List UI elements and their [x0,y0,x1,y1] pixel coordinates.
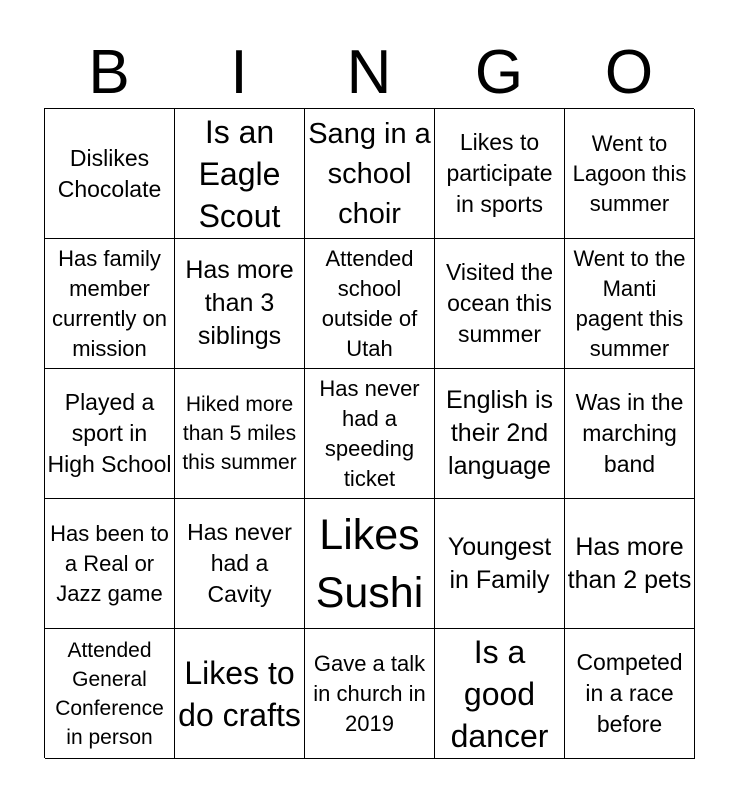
cell-text: Hiked more than 5 miles this summer [182,393,297,474]
bingo-cell[interactable] [175,629,305,759]
bingo-cell[interactable] [45,369,175,499]
bingo-cell[interactable] [305,109,435,239]
cell-text: Has never had a speeding ticket [319,375,420,491]
cell-text: Went to the Manti pagent this summer [573,245,686,361]
bingo-cell[interactable] [435,629,565,759]
header-letter-g: G [474,38,524,107]
bingo-cell[interactable] [435,369,565,499]
bingo-cell[interactable] [565,629,695,759]
bingo-cell[interactable] [305,239,435,369]
bingo-cell[interactable] [565,109,695,239]
cell-text: Gave a talk in church in 2019 [313,650,426,736]
cell-text: Has family member currently on mission [52,245,167,361]
bingo-header [44,40,694,106]
bingo-cell[interactable] [565,239,695,369]
cell-text: Likes Sushi [315,510,424,617]
bingo-cell[interactable] [305,499,435,629]
cell-text: Went to Lagoon this summer [572,130,687,216]
bingo-cell[interactable] [435,239,565,369]
bingo-cell[interactable] [175,239,305,369]
bingo-cell[interactable] [175,369,305,499]
bingo-cell[interactable] [45,499,175,629]
bingo-cell[interactable] [435,499,565,629]
cell-text: Likes to do crafts [178,654,301,733]
cell-text: Likes to participate in sports [446,129,553,217]
bingo-cell[interactable] [565,369,695,499]
header-letter-i: I [230,38,248,107]
bingo-cell[interactable] [45,629,175,759]
bingo-cell[interactable] [175,499,305,629]
cell-text: Sang in a school choir [308,117,431,230]
cell-text: Played a sport in High School [47,389,172,477]
cell-text: Was in the marching band [575,389,684,477]
cell-text: Attended school outside of Utah [321,245,418,361]
header-letter-b: B [88,38,130,107]
cell-text: Visited the ocean this summer [446,259,553,347]
cell-text: Has been to a Real or Jazz game [50,520,169,606]
cell-text: Youngest in Family [447,532,552,594]
bingo-cell[interactable] [565,499,695,629]
cell-text: Competed in a race before [576,649,683,737]
cell-text: Is an Eagle Scout [198,113,281,234]
cell-text: English is their 2nd language [446,386,553,480]
cell-text: Has more than 2 pets [567,532,692,594]
bingo-cell[interactable] [305,629,435,759]
bingo-cell[interactable] [175,109,305,239]
bingo-cell[interactable] [45,239,175,369]
cell-text: Has more than 3 siblings [185,256,294,350]
cell-text: Attended General Conference in person [55,638,164,749]
bingo-cell[interactable] [45,109,175,239]
bingo-cell[interactable] [305,369,435,499]
cell-text: Is a good dancer [450,633,549,754]
bingo-card-grid [44,108,694,758]
cell-text: Dislikes Chocolate [57,144,162,202]
bingo-cell[interactable] [435,109,565,239]
cell-text: Has never had a Cavity [187,519,292,607]
header-letter-o: O [604,38,654,107]
header-letter-n: N [346,38,392,107]
